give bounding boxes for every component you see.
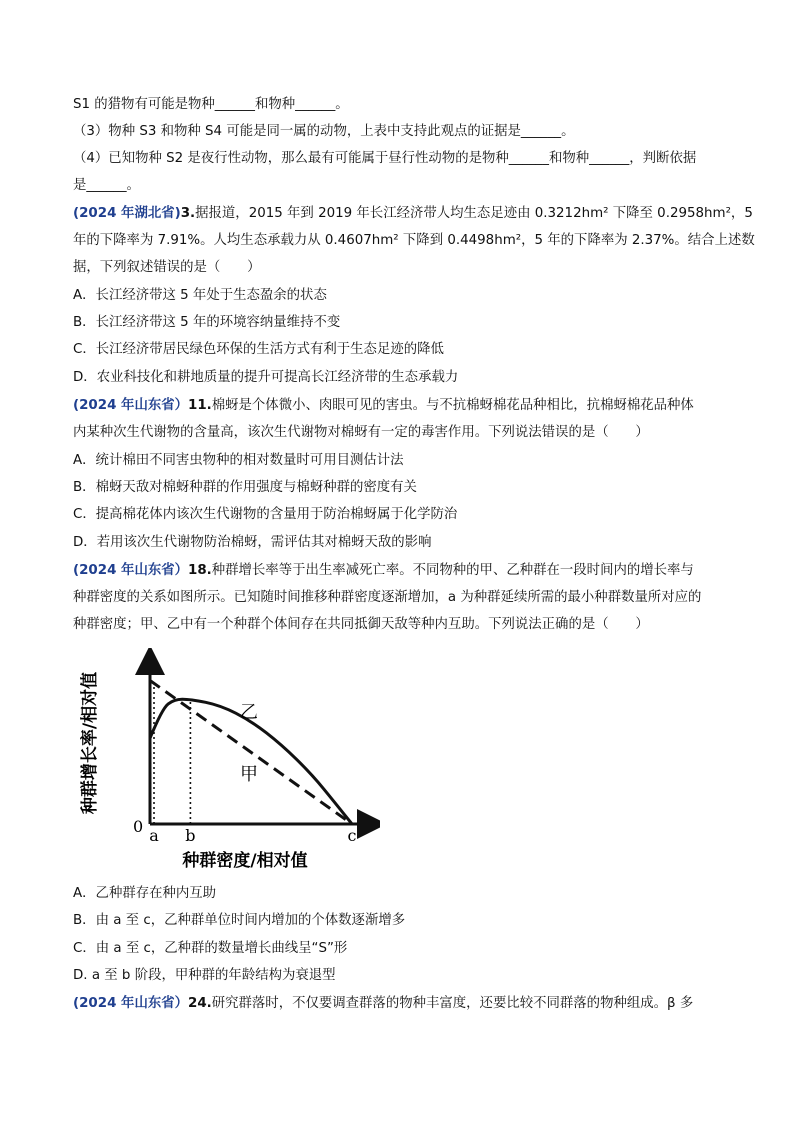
q3-stem: 据报道，2015 年到 2019 年长江经济带人均生态足迹由 0.3212hm² 下降至 0.2958hm²，5: [195, 206, 753, 221]
q24-source: (2024 年山东省）: [73, 996, 189, 1011]
q-prev-line-1: S1 的猎物有可能是物种______和物种______。: [73, 97, 349, 112]
q18-option-d: D. a 至 b 阶段，甲种群的年龄结构为衰退型: [73, 968, 336, 983]
q24-stem-line-1: [73, 995, 693, 1013]
q11-option-d: D．若用该次生代谢物防治棉蚜，需评估其对棉蚜天敌的影响: [73, 535, 432, 550]
q11-stem-line-1: [73, 397, 694, 415]
q18-option-a: A．乙种群存在种内互助: [73, 886, 217, 901]
x-tick-c: c: [347, 826, 357, 845]
x-tick-a: a: [149, 826, 159, 845]
q11-stem: 棉蚜是个体微小、肉眼可见的害虫。与不抗棉蚜棉花品种相比，抗棉蚜棉花品种体: [211, 398, 694, 413]
q11-source: (2024 年山东省）: [73, 398, 189, 413]
q11-stem-line-2: 内某种次生代谢物的含量高，该次生代谢物对棉蚜有一定的毒害作用。下列说法错误的是（ ）: [73, 425, 649, 440]
q3-number: 3.: [180, 206, 196, 221]
q3-option-d: D．农业科技化和耕地质量的提升可提高长江经济带的生态承载力: [73, 370, 459, 385]
q18-source: (2024 年山东省）: [73, 563, 189, 578]
x-axis-label: 种群密度/相对值: [182, 851, 308, 871]
q-prev-line-4: 是______。: [73, 178, 140, 193]
q18-stem-line-2: 种群密度的关系如图所示。已知随时间推移种群密度逐渐增加，a 为种群延续所需的最小种群数量所对应的: [73, 590, 702, 605]
q3-option-a: A．长江经济带这 5 年处于生态盈余的状态: [73, 288, 327, 303]
q-prev-line-2: （3）物种 S3 和物种 S4 可能是同一属的动物，上表中支持此观点的证据是______。: [73, 124, 575, 139]
q18-option-b: B．由 a 至 c，乙种群单位时间内增加的个体数逐渐增多: [73, 913, 406, 928]
q18-option-c: C．由 a 至 c，乙种群的数量增长曲线呈“S”形: [73, 941, 348, 956]
q18-stem: 种群增长率等于出生率减死亡率。不同物种的甲、乙种群在一段时间内的增长率与: [211, 563, 694, 578]
q3-stem-line-1: [73, 205, 753, 223]
q11-number: 11.: [188, 398, 212, 413]
q24-number: 24.: [188, 996, 212, 1011]
q18-stem-line-1: [73, 562, 694, 580]
q-prev-line-3: （4）已知物种 S2 是夜行性动物，那么最有可能属于昼行性动物的是物种______和物种______，判断依据: [73, 151, 697, 166]
series-label-jia: 甲: [240, 764, 258, 785]
x-tick-b: b: [185, 826, 196, 845]
q18-number: 18.: [188, 563, 212, 578]
q3-stem-line-2: 年的下降率为 7.91%。人均生态承载力从 0.4607hm² 下降到 0.4498hm²，5 年的下降率为 2.37%。结合上述数: [73, 233, 755, 248]
q11-option-c: C．提高棉花体内该次生代谢物的含量用于防治棉蚜属于化学防治: [73, 507, 458, 522]
y-axis-label-group: [79, 672, 100, 815]
q11-option-a: A．统计棉田不同害虫物种的相对数量时可用目测估计法: [73, 453, 404, 468]
q24-stem: 研究群落时，不仅要调查群落的物种丰富度，还要比较不同群落的物种组成。β 多: [211, 996, 694, 1011]
y-axis-label: 种群增长率/相对值: [80, 671, 100, 815]
growth-rate-chart: [70, 648, 380, 873]
q3-option-c: C．长江经济带居民绿色环保的生活方式有利于生态足迹的降低: [73, 342, 444, 357]
q18-stem-line-3: 种群密度；甲、乙中有一个种群个体间存在共同抵御天敌等种内互助。下列说法正确的是（ ）: [73, 617, 649, 632]
origin-label: 0: [133, 817, 144, 836]
q3-stem-line-3: 据，下列叙述错误的是（ ）: [73, 260, 261, 275]
series-label-yi: 乙: [240, 702, 258, 723]
q3-option-b: B．长江经济带这 5 年的环境容纳量维持不变: [73, 315, 341, 330]
q11-option-b: B．棉蚜天敌对棉蚜种群的作用强度与棉蚜种群的密度有关: [73, 480, 417, 495]
q3-source: (2024 年湖北省): [73, 206, 181, 221]
